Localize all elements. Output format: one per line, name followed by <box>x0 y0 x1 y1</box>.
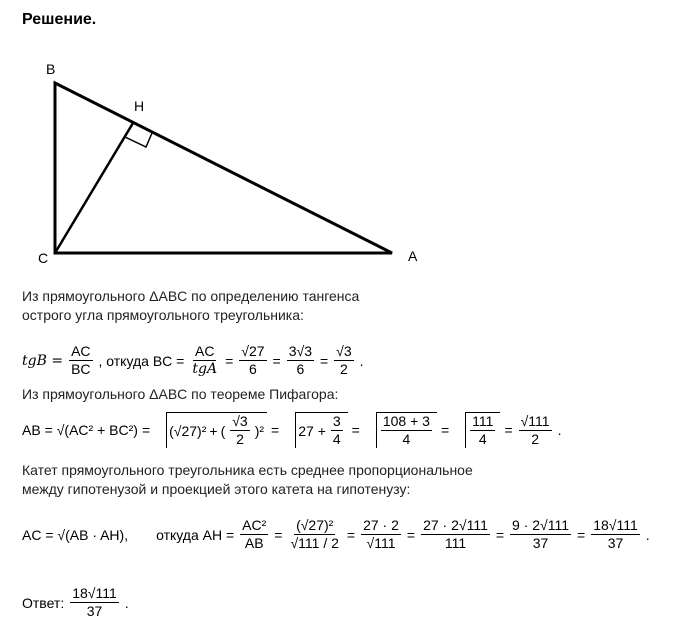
equation-ab: AB = √(AC² + BC²) = (√27)² + ( $\frac{√3}{2}$ )² = 27 + $\frac{3}{4}$ = $\frac{108 + 3}{4}$ = $\frac{111}{4}$ = $\frac{√111}{2}$ . <box>22 412 562 447</box>
triangle-figure <box>0 0 695 280</box>
altitude-ch <box>55 123 133 253</box>
paragraph-line: Катет прямоугольного треугольника есть среднее пропорциональное <box>22 462 473 478</box>
radical: (√27)² + ( $\frac{√3}{2}$ )² <box>154 412 267 448</box>
fraction: $\frac{√3}{2}$ <box>336 343 352 377</box>
answer-label: Ответ: <box>22 594 65 611</box>
point-c-label: C <box>38 250 49 266</box>
solution-heading: Решение. <box>22 11 97 28</box>
fraction: $\frac{27 \cdot 2√111}{111}$ <box>423 517 488 551</box>
eq-lhs: AB = <box>22 422 53 438</box>
equation-bc: tgB = $\frac{AC}{BC}$ , откуда BC = $\frac{AC}{\text{tgA}}$ = $\frac{√27}{6}$ = $\frac{3√3}{6}$ = $\frac{√3}{2}$ . <box>22 343 364 377</box>
equation-ah: AC = √(AB · AH), откуда AH = $\frac{\text{AC²}}{AB}$ = $\frac{\text{(√27)²}}{√111 / 2}$ = $\frac{27 \cdot 2}{√111}$ = $\frac{27 \cdot 2√111}{111}$ = $\frac{9 \cdot 2√111}{37}$ = $\frac{18√111}{37}$ . <box>22 517 650 551</box>
radical: √(AC² + BC²) <box>56 422 138 438</box>
paragraph-pythagoras: Из прямоугольного ΔABC по теореме Пифагора: <box>22 386 339 402</box>
fraction: $\frac{AC}{BC}$ <box>71 343 91 377</box>
answer-fraction: $\frac{18√111}{37}$ <box>72 585 117 619</box>
radical: $\frac{108 + 3}{4}$ <box>364 412 437 448</box>
paragraph-proportional <box>22 461 473 499</box>
fraction: $\frac{27 \cdot 2}{√111}$ <box>363 517 399 551</box>
radical: 27 + $\frac{3}{4}$ <box>283 412 347 448</box>
eq-lhs: AC = √(AB · AH), <box>22 526 129 543</box>
point-b-label: B <box>46 61 56 77</box>
fraction: $\frac{\text{(√27)²}}{√111 / 2}$ <box>290 517 339 551</box>
fraction: $\frac{9 \cdot 2√111}{37}$ <box>512 517 570 551</box>
fraction: $\frac{√27}{6}$ <box>241 343 265 377</box>
fraction: $\frac{3√3}{6}$ <box>288 343 312 377</box>
radical: $\frac{111}{4}$ <box>453 412 500 448</box>
paragraph-line: острого угла прямоугольного треугольника: <box>22 307 304 323</box>
eq-text: , откуда BC = <box>98 352 185 369</box>
fraction: $\frac{√111}{2}$ <box>520 412 550 447</box>
point-a-label: A <box>408 248 418 264</box>
fraction: $\frac{18√111}{37}$ <box>593 517 638 551</box>
paragraph-line: между гипотенузой и проекцией этого катета на гипотенузу: <box>22 481 411 497</box>
fraction: $\frac{\text{AC²}}{AB}$ <box>242 517 267 551</box>
eq-lhs: tgB = <box>22 352 64 369</box>
paragraph-tangent <box>22 287 359 325</box>
paragraph-line: Из прямоугольного ΔABC по определению тангенса <box>22 288 360 304</box>
fraction: $\frac{AC}{\text{tgA}}$ <box>192 343 218 377</box>
point-h-label: H <box>134 98 145 114</box>
answer: Ответ: $\frac{18√111}{37}$ . <box>22 585 129 619</box>
eq-text: откуда AH = <box>156 526 235 543</box>
